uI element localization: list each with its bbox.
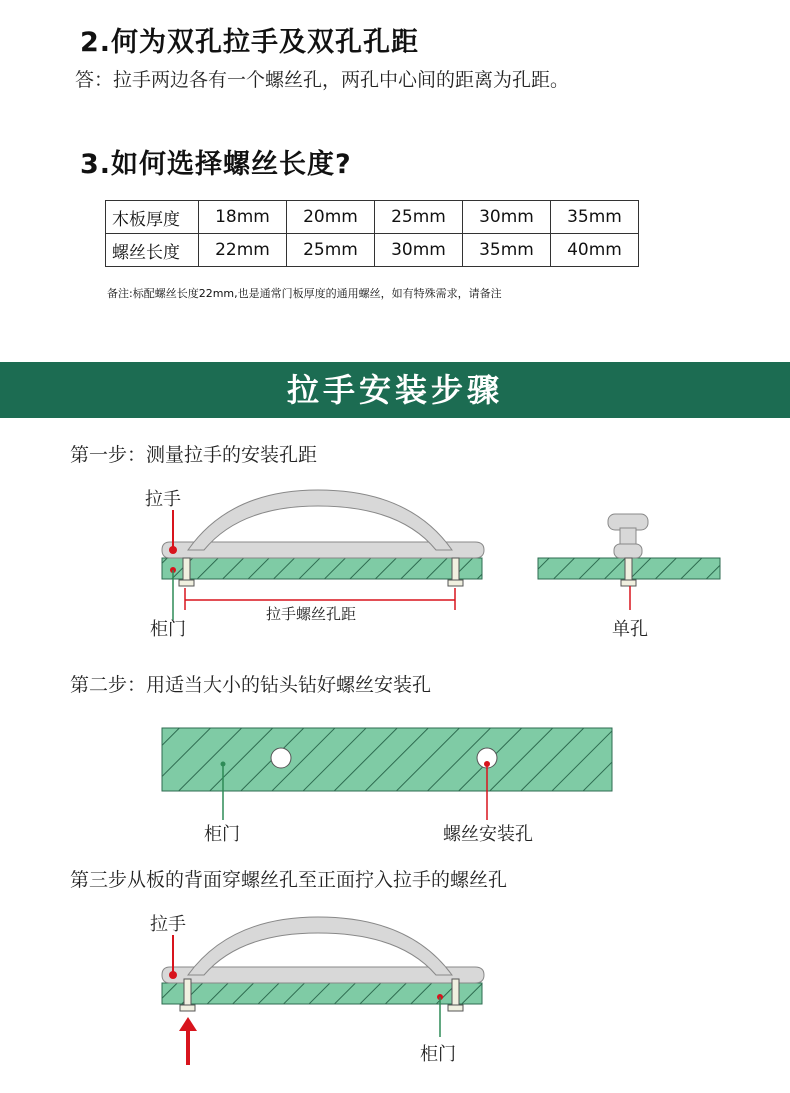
screw bbox=[184, 979, 191, 1007]
door-board bbox=[162, 983, 482, 1004]
step3-title: 第三步从板的背面穿螺丝孔至正面拧入拉手的螺丝孔 bbox=[70, 869, 508, 891]
step1-diagram bbox=[0, 470, 790, 650]
step1-title: 第一步：测量拉手的安装孔距 bbox=[70, 444, 318, 466]
knob-stem bbox=[620, 528, 636, 546]
drilled-hole bbox=[271, 748, 291, 768]
table-cell: 20mm bbox=[287, 201, 375, 234]
step3-diagram bbox=[0, 905, 790, 1075]
step2-title: 第二步：用适当大小的钻头钻好螺丝安装孔 bbox=[70, 674, 432, 696]
row-header: 螺丝长度 bbox=[106, 234, 199, 267]
screw-length-table bbox=[105, 200, 639, 267]
step2-door-label: 柜门 bbox=[204, 824, 240, 845]
table-cell: 18mm bbox=[199, 201, 287, 234]
section2-heading: 2.何为双孔拉手及双孔孔距 bbox=[80, 27, 420, 58]
insert-arrow-head bbox=[179, 1017, 197, 1031]
table-cell: 35mm bbox=[551, 201, 639, 234]
screw-head bbox=[180, 1005, 195, 1011]
door-board bbox=[162, 558, 482, 579]
step2-hole-label: 螺丝安装孔 bbox=[443, 824, 533, 845]
banner-title: 拉手安装步骤 bbox=[286, 371, 503, 409]
section3-heading: 3.如何选择螺丝长度? bbox=[80, 149, 352, 180]
row-header: 木板厚度 bbox=[106, 201, 199, 234]
step2-diagram bbox=[0, 720, 790, 830]
single-hole-label: 单孔 bbox=[612, 619, 648, 640]
table-cell: 25mm bbox=[375, 201, 463, 234]
screw-head bbox=[448, 580, 463, 586]
handle-arch bbox=[188, 490, 452, 550]
table-cell: 30mm bbox=[375, 234, 463, 267]
door-board-top bbox=[162, 728, 612, 791]
table-cell: 30mm bbox=[463, 201, 551, 234]
screw-head bbox=[179, 580, 194, 586]
screw bbox=[452, 979, 459, 1007]
table-cell: 35mm bbox=[463, 234, 551, 267]
table-cell: 40mm bbox=[551, 234, 639, 267]
knob-base bbox=[614, 544, 642, 558]
step1-distance-label: 拉手螺丝孔距 bbox=[266, 605, 357, 623]
table-note: 备注:标配螺丝长度22mm,也是通常门板厚度的通用螺丝，如有特殊需求，请备注 bbox=[107, 287, 502, 300]
table-cell: 22mm bbox=[199, 234, 287, 267]
handle-arch bbox=[188, 917, 452, 975]
step1-handle-label: 拉手 bbox=[145, 489, 181, 510]
screw-head bbox=[621, 580, 636, 586]
table-row-screw-length bbox=[106, 234, 639, 267]
step3-door-label: 柜门 bbox=[420, 1044, 456, 1065]
table-row-board-thickness bbox=[106, 201, 639, 234]
step3-handle-label: 拉手 bbox=[150, 914, 186, 935]
step1-door-label: 柜门 bbox=[150, 619, 186, 640]
screw-head bbox=[448, 1005, 463, 1011]
section2-answer: 答：拉手两边各有一个螺丝孔，两孔中心间的距离为孔距。 bbox=[75, 69, 570, 91]
table-cell: 25mm bbox=[287, 234, 375, 267]
